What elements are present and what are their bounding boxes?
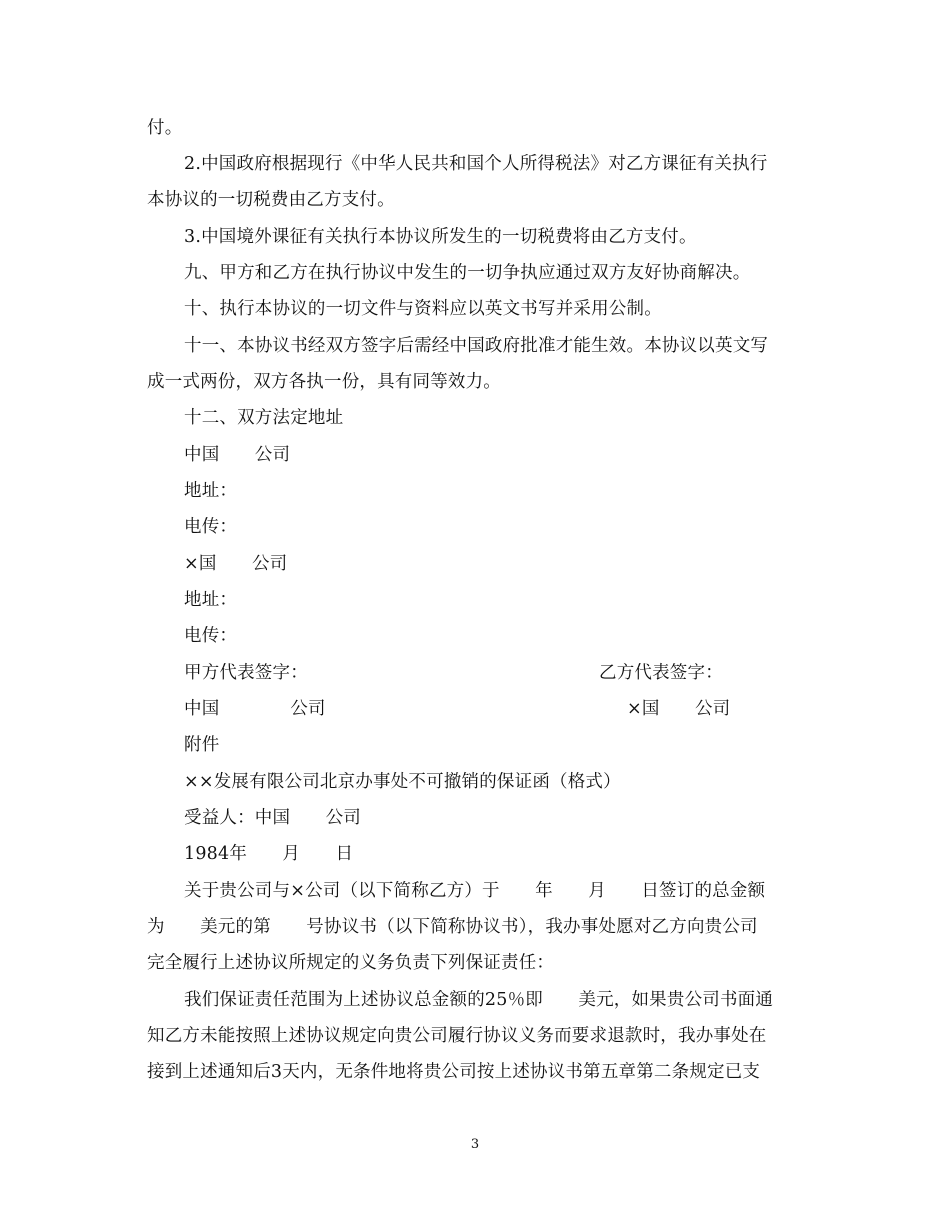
text-line: 九、甲方和乙方在执行协议中发生的一切争执应通过双方友好协商解决。 [184, 263, 751, 283]
signature-label-party-b: 乙方代表签字： [599, 663, 723, 683]
text-line: 2.中国政府根据现行《中华人民共和国个人所得税法》对乙方课征有关执行 [184, 154, 768, 174]
text-line: 我们保证责任范围为上述协议总金额的25％即 美元，如果贵公司书面通 [184, 990, 774, 1010]
text-line: 十一、本协议书经双方签字后需经中国政府批准才能生效。本协议以英文写 [184, 336, 769, 356]
telex-label-a: 电传： [184, 517, 238, 537]
address-company-a: 中国 公司 [184, 445, 291, 465]
text-line: 为 美元的第 号协议书（以下简称协议书），我办事处愿对乙方向贵公司 [147, 917, 758, 937]
text-line: 关于贵公司与×公司（以下简称乙方）于 年 月 日签订的总金额 [184, 881, 766, 901]
telex-label-b: 电传： [184, 626, 238, 646]
text-line: 知乙方未能按照上述协议规定向贵公司履行协议义务而要求退款时，我办事处在 [147, 1026, 767, 1046]
address-company-b: ×国 公司 [184, 554, 288, 574]
page-number: 3 [470, 1137, 480, 1152]
signature-company-a: 中国 公司 [184, 699, 326, 719]
text-line: 接到上述通知后3天内，无条件地将贵公司按上述协议书第五章第二条规定已支 [147, 1062, 761, 1082]
text-line: 成一式两份，双方各执一份，具有同等效力。 [147, 372, 501, 392]
address-label-b: 地址： [184, 590, 238, 610]
text-line: 完全履行上述协议所规定的义务负责下列保证责任： [147, 953, 555, 973]
guarantee-letter-title: ××发展有限公司北京办事处不可撤销的保证函（格式） [184, 772, 621, 792]
text-line: 3.中国境外课征有关执行本协议所发生的一切税费将由乙方支付。 [184, 227, 697, 247]
text-line: 本协议的一切税费由乙方支付。 [147, 190, 395, 210]
attachment-heading: 附件 [184, 735, 220, 755]
signature-label-party-a: 甲方代表签字： [184, 663, 308, 683]
beneficiary-line: 受益人：中国 公司 [184, 808, 361, 828]
text-line: 十、执行本协议的一切文件与资料应以英文书写并采用公制。 [184, 299, 662, 319]
address-label-a: 地址： [184, 481, 238, 501]
text-line: 十二、双方法定地址 [184, 408, 344, 428]
signature-company-b: ×国 公司 [627, 699, 731, 719]
date-line: 1984年 月 日 [184, 844, 354, 864]
text-line: 付。 [147, 118, 183, 138]
